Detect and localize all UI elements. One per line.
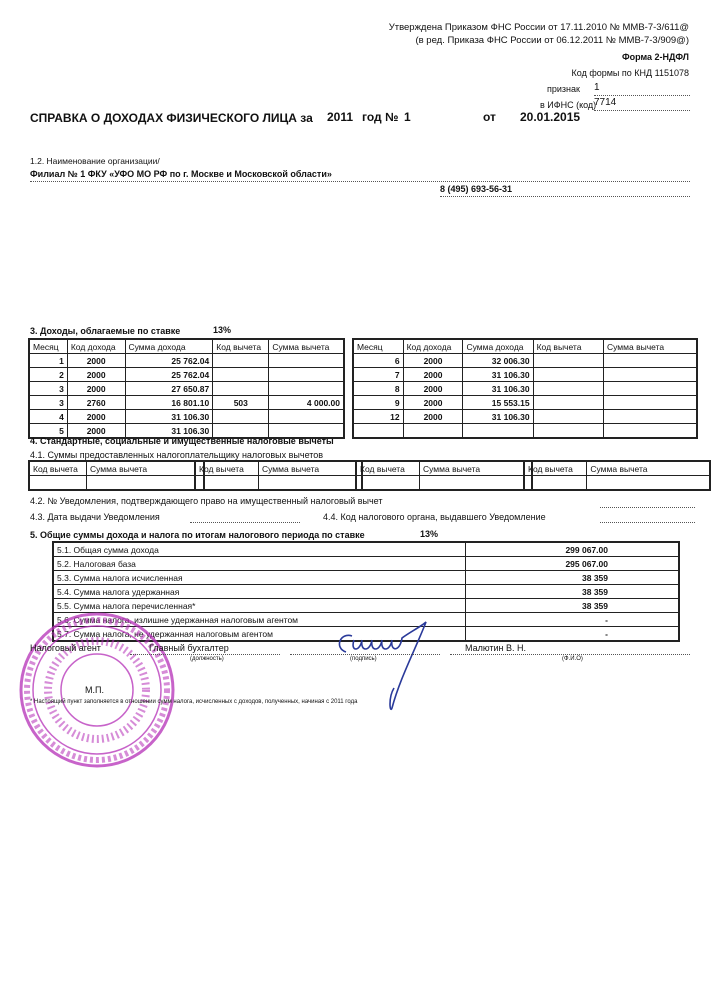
deductions-table (523, 460, 711, 491)
table-cell (533, 368, 603, 382)
table-cell: 16 801.10 (125, 396, 213, 410)
section5-title: 5. Общие суммы дохода и налога по итогам налогового периода по ставке (30, 530, 365, 540)
column-header: Сумма вычета (587, 461, 710, 476)
position-value: Главный бухгалтер (149, 643, 229, 653)
column-header: Месяц (29, 339, 67, 354)
table-cell: 2000 (67, 382, 125, 396)
total-value: - (466, 613, 680, 627)
title-from: от (483, 110, 496, 124)
total-label: 5.1. Общая сумма дохода (53, 542, 466, 557)
column-header: Код вычета (356, 461, 420, 476)
stamp-place-label: М.П. (85, 685, 104, 695)
table-cell: 4 (29, 410, 67, 424)
table-cell (533, 396, 603, 410)
total-value: 38 359 (466, 571, 680, 585)
deductions-table (355, 460, 533, 491)
total-label: 5.2. Налоговая база (53, 557, 466, 571)
total-value: 299 067.00 (466, 542, 680, 557)
table-row (53, 557, 679, 571)
column-header: Сумма дохода (463, 339, 533, 354)
org-label: 1.2. Наименование организации/ (30, 156, 160, 166)
table-cell: 7 (353, 368, 403, 382)
org-name: Филиал № 1 ФКУ «УФО МО РФ по г. Москве и Московской области» (30, 169, 332, 179)
income-table-left (28, 338, 345, 439)
column-header: Код дохода (403, 339, 463, 354)
table-cell: 8 (353, 382, 403, 396)
total-label: 5.6. Сумма налога, излишне удержанная налоговым агентом (53, 613, 466, 627)
table-cell (604, 368, 698, 382)
column-header: Код вычета (213, 339, 269, 354)
section5-rate: 13% (420, 529, 439, 539)
sign-label: признак (547, 84, 580, 94)
total-label: 5.7. Сумма налога, не удержанная налоговым агентом (53, 627, 466, 642)
column-header: Код вычета (29, 461, 87, 476)
table-cell (195, 476, 259, 491)
column-header: Сумма вычета (269, 339, 344, 354)
table-cell (87, 476, 205, 491)
table-cell: 2760 (67, 396, 125, 410)
column-header: Сумма дохода (125, 339, 213, 354)
table-cell (533, 424, 603, 439)
table-cell (604, 354, 698, 368)
table-cell (29, 476, 87, 491)
table-row (53, 571, 679, 585)
table-cell (604, 410, 698, 424)
table-cell (604, 396, 698, 410)
table-row (353, 410, 697, 424)
table-cell: 31 106.30 (125, 424, 213, 439)
column-header: Код вычета (533, 339, 603, 354)
table-cell (463, 424, 533, 439)
total-label: 5.3. Сумма налога исчисленная (53, 571, 466, 585)
table-cell: 15 553.15 (463, 396, 533, 410)
table-row (353, 382, 697, 396)
ifns-value: 7714 (594, 97, 617, 108)
section41-title: 4.1. Суммы предоставленных налогоплательщику налоговых вычетов (30, 450, 324, 460)
table-row (353, 396, 697, 410)
table-cell: 6 (353, 354, 403, 368)
table-cell: 2000 (403, 354, 463, 368)
table-cell: 2000 (403, 382, 463, 396)
column-header: Сумма вычета (87, 461, 205, 476)
table-cell: 5 (29, 424, 67, 439)
table-cell: 2000 (403, 396, 463, 410)
table-cell: 31 106.30 (463, 410, 533, 424)
table-cell: 1 (29, 354, 67, 368)
section4-title: 4. Стандартные, социальные и имущественные налоговые вычеты (30, 436, 334, 446)
form-name: Форма 2-НДФЛ (621, 52, 689, 62)
table-cell (604, 424, 698, 439)
table-cell: 503 (213, 396, 269, 410)
title-year: 2011 (327, 110, 354, 124)
table-cell: 3 (29, 382, 67, 396)
table-cell: 3 (29, 396, 67, 410)
section43-label: 4.3. Дата выдачи Уведомления (30, 512, 160, 522)
table-cell: 2 (29, 368, 67, 382)
table-cell: 25 762.04 (125, 354, 213, 368)
table-cell (533, 410, 603, 424)
table-row (53, 585, 679, 599)
table-header (353, 339, 697, 354)
position-caption: (должность) (190, 656, 224, 662)
title-date: 20.01.2015 (520, 110, 581, 124)
table-row (29, 410, 344, 424)
table-cell: 32 006.30 (463, 354, 533, 368)
table-header (29, 339, 344, 354)
income-table-right (352, 338, 698, 439)
table-cell (213, 354, 269, 368)
table-cell (403, 424, 463, 439)
table-cell: 12 (353, 410, 403, 424)
total-value: 38 359 (466, 599, 680, 613)
footnote-text: * Настоящий пункт заполняется в отношении сумм налога, исчисленных с доходов, полученных, начиная с 2011 года (30, 699, 358, 705)
table-cell (533, 354, 603, 368)
table-row (353, 424, 697, 439)
signature-caption: (подпись) (350, 656, 377, 662)
table-row (29, 354, 344, 368)
total-value: - (466, 627, 680, 642)
approved-line-2: (в ред. Приказа ФНС России от 06.12.2011 № ММВ-7-3/909@) (415, 35, 689, 46)
table-cell: 25 762.04 (125, 368, 213, 382)
signer-name: Малютин В. Н. (465, 643, 527, 653)
approved-line-1: Утверждена Приказом ФНС России от 17.11.2010 № ММВ-7-3/611@ (388, 22, 689, 33)
table-row (353, 368, 697, 382)
title-number: 1 (404, 110, 411, 124)
table-cell: 2000 (67, 354, 125, 368)
table-cell (587, 476, 710, 491)
column-header: Сумма вычета (420, 461, 533, 476)
table-cell (420, 476, 533, 491)
table-cell: 2000 (67, 368, 125, 382)
table-row (353, 354, 697, 368)
section42-label: 4.2. № Уведомления, подтверждающего право на имущественный налоговый вычет (30, 496, 383, 506)
tax-agent-label: Налоговый агент (30, 643, 101, 653)
table-cell (353, 424, 403, 439)
table-cell: 9 (353, 396, 403, 410)
table-cell (269, 382, 344, 396)
table-row (29, 368, 344, 382)
column-header: Месяц (353, 339, 403, 354)
table-cell: 27 650.87 (125, 382, 213, 396)
table-cell (259, 476, 363, 491)
form-code: Код формы по КНД 1151078 (571, 68, 689, 78)
table-cell: 2000 (67, 424, 125, 439)
deductions-table (194, 460, 363, 491)
table-cell (604, 382, 698, 396)
table-cell: 2000 (403, 410, 463, 424)
section3-title: 3. Доходы, облагаемые по ставке (30, 326, 181, 336)
section3-rate: 13% (213, 325, 232, 335)
table-cell (213, 410, 269, 424)
column-header: Код вычета (195, 461, 259, 476)
table-cell (213, 368, 269, 382)
table-cell: 31 106.30 (463, 368, 533, 382)
column-header: Код дохода (67, 339, 125, 354)
table-row (29, 396, 344, 410)
table-cell (269, 368, 344, 382)
table-cell (533, 382, 603, 396)
total-value: 295 067.00 (466, 557, 680, 571)
table-cell: 2000 (67, 410, 125, 424)
table-cell (269, 354, 344, 368)
table-cell (356, 476, 420, 491)
table-cell: 4 000.00 (269, 396, 344, 410)
table-cell (524, 476, 587, 491)
title-year-suffix: год № (362, 110, 399, 124)
table-cell (213, 382, 269, 396)
document-title: СПРАВКА О ДОХОДАХ ФИЗИЧЕСКОГО ЛИЦА за (30, 111, 313, 125)
total-label: 5.5. Сумма налога перечисленная* (53, 599, 466, 613)
table-row (53, 542, 679, 557)
deductions-table (28, 460, 205, 491)
table-cell: 2000 (403, 368, 463, 382)
total-value: 38 359 (466, 585, 680, 599)
total-label: 5.4. Сумма налога удержанная (53, 585, 466, 599)
column-header: Код вычета (524, 461, 587, 476)
table-cell: 31 106.30 (125, 410, 213, 424)
section44-label: 4.4. Код налогового органа, выдавшего Уведомление (323, 512, 546, 522)
table-row (29, 382, 344, 396)
name-caption: (Ф.И.О) (562, 656, 583, 662)
table-cell: 31 106.30 (463, 382, 533, 396)
column-header: Сумма вычета (604, 339, 698, 354)
table-cell (269, 410, 344, 424)
org-phone: 8 (495) 693-56-31 (440, 184, 513, 194)
column-header: Сумма вычета (259, 461, 363, 476)
sign-value: 1 (594, 82, 600, 93)
ifns-label: в ИФНС (код) (540, 100, 597, 110)
